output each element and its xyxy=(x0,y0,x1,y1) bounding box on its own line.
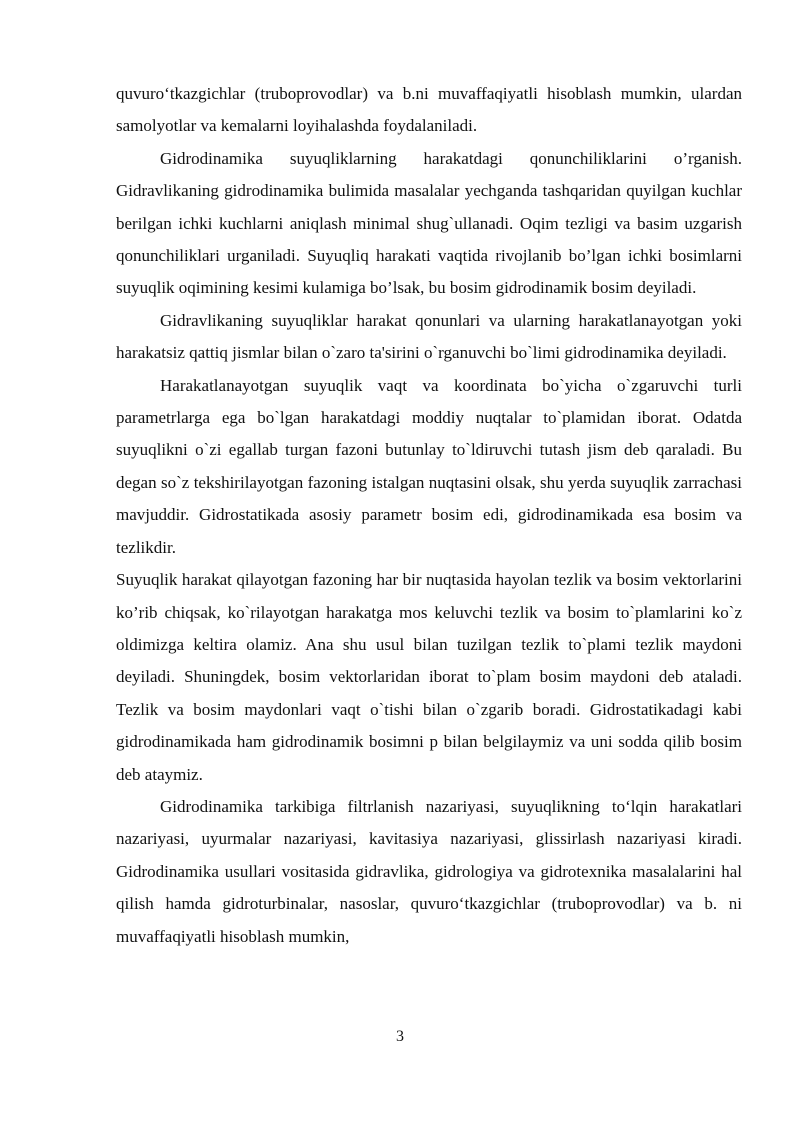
paragraph-hydrodynamics-definition: Gidrodinamika suyuqliklarning harakatdagi qonunchiliklarini o’rganish. Gidravlikaning gidrodinamika bulimida masalalar yechganda tashqaridan quyilgan kuchlar berilgan ichki kuchlarni aniqlash minimal shug`ullanadi. Oqim tezligi va basim uzgarish qonunchiliklari urganiladi. Suyuqliq harakati vaqtida rivojlanib bo’lgan ichki bosimlarni suyuqlik oqimining kesimi kulamiga bo’lsak, bu bosim gidrodinamik bosim deyiladi. xyxy=(116,148,742,298)
paragraph-moving-fluid: Harakatlanayotgan suyuqlik vaqt va koordinata bo`yicha o`zgaruvchi turli parametrlarga ega bo`lgan harakatdagi moddiy nuqtalar to`plamidan iborat. Odatda suyuqlikni o`zi egallab turgan fazoni butunlay to`ldiruvchi tutash jism deb qaraladi. Bu degan so`z tekshirilayotgan fazoning istalgan nuqtasini olsak, shu yerda suyuqlik zarrachasi mavjuddir. Gidrostatikada asosiy parametr bosim edi, gidrodinamikada esa bosim va tezlikdir. xyxy=(116,375,742,557)
paragraph-continuation: quvuro‘tkazgichlar (truboprovodlar) va b.ni muvaffaqiyatli hisoblash mumkin, ulardan samolyotlar va kemalarni loyihalashda foydalaniladi. xyxy=(116,84,742,136)
paragraph-hydraulics-section: Gidravlikaning suyuqliklar harakat qonunlari va ularning harakatlanayotgan yoki harakatsiz qattiq jismlar bilan o`zaro ta'sirini o`rganuvchi bo`limi gidrodinamika deyiladi. xyxy=(116,310,742,363)
page-number: 3 xyxy=(396,1028,404,1045)
body-text xyxy=(116,78,742,953)
paragraph-velocity-pressure-fields: Suyuqlik harakat qilayotgan fazoning har bir nuqtasida hayolan tezlik va bosim vektorlarini ko’rib chiqsak, ko`rilayotgan harakatga mos keluvchi tezlik va bosim to`plamlarini ko`z oldimizga keltira olamiz. Ana shu usul bilan tuzilgan tezlik to`plami tezlik maydoni deyiladi. Shuningdek, bosim vektorlaridan iborat to`plam bosim maydoni deb ataladi. Tezlik va bosim maydonlari vaqt o`tishi bilan o`zgarib boradi. Gidrostatikadagi kabi gidrodinamikada ham gidrodinamik bosimni p bilan belgilaymiz va uni sodda qilib bosim deb ataymiz. xyxy=(116,570,742,784)
paragraph-hydrodynamics-theories: Gidrodinamika tarkibiga filtrlanish nazariyasi, suyuqlikning to‘lqin harakatlari nazariyasi, uyurmalar nazariyasi, kavitasiya nazariyasi, glissirlash nazariyasi kiradi. Gidrodinamika usullari vositasida gidravlika, gidrologiya va gidrotexnika masalalarini hal qilish hamda gidroturbinalar, nasoslar, quvuro‘tkazgichlar (truboprovodlar) va b. ni muvaffaqiyatli hisoblash mumkin, xyxy=(116,796,742,946)
